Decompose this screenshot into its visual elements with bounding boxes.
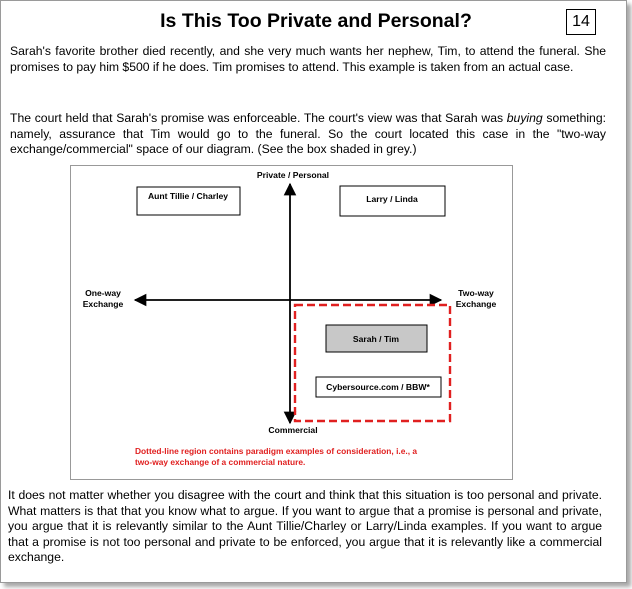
axis-label-top: Private / Personal: [256, 170, 330, 180]
intro-paragraph: Sarah's favorite brother died recently, and she very much wants her nephew, Tim, to attend the funeral. She promises to pay him $500 if he does. Tim promises to attend. This example is taken from an actual case.: [10, 44, 606, 74]
holding-text-start: The court held that Sarah's promise was enforceable. The court's view was that Sarah was: [10, 111, 507, 125]
holding-emphasis: buying: [506, 111, 543, 125]
aunt-tillie-label: Aunt Tillie / Charley: [147, 191, 229, 201]
page-title: Is This Too Private and Personal?: [160, 10, 472, 32]
axis-label-right-1: Two-way: [458, 288, 494, 298]
commercial-exchange-region: [295, 305, 450, 421]
conclusion-paragraph: It does not matter whether you disagree with the court and think that this situation is too personal and private. What matters is that that you know what to argue. If you want to argue that a promise is personal and private, you argue that it is relevantly similar to the Aunt Tillie/Charley or Larry/Linda examples. If you want to argue that a promise is not too personal and private to be enforced, you argue that it is relevantly like a commercial exchange.: [8, 488, 602, 564]
region-note-line-2: two-way exchange of a commercial nature.: [135, 457, 306, 467]
consideration-diagram: [70, 165, 513, 480]
larry-linda-label: Larry / Linda: [366, 194, 418, 204]
cybersource-label: Cybersource.com / BBW*: [326, 382, 430, 392]
axis-label-bottom: Commercial: [268, 425, 318, 435]
axis-label-right-2: Exchange: [455, 299, 497, 309]
region-note-line-1: Dotted-line region contains paradigm examples of consideration, i.e., a: [135, 446, 418, 456]
diagram-canvas: [71, 166, 512, 479]
axis-label-left-2: Exchange: [82, 299, 124, 309]
holding-paragraph: [10, 111, 606, 158]
axis-label-left-1: One-way: [85, 288, 121, 298]
page-number: 14: [566, 9, 596, 35]
holding-text-end: something: namely, assurance that Tim would go to the funeral. So the court located this case in the "two-way exchange/commercial" space of our diagram. (See the box shaded in grey.): [10, 111, 606, 156]
sarah-tim-label: Sarah / Tim: [352, 334, 400, 344]
